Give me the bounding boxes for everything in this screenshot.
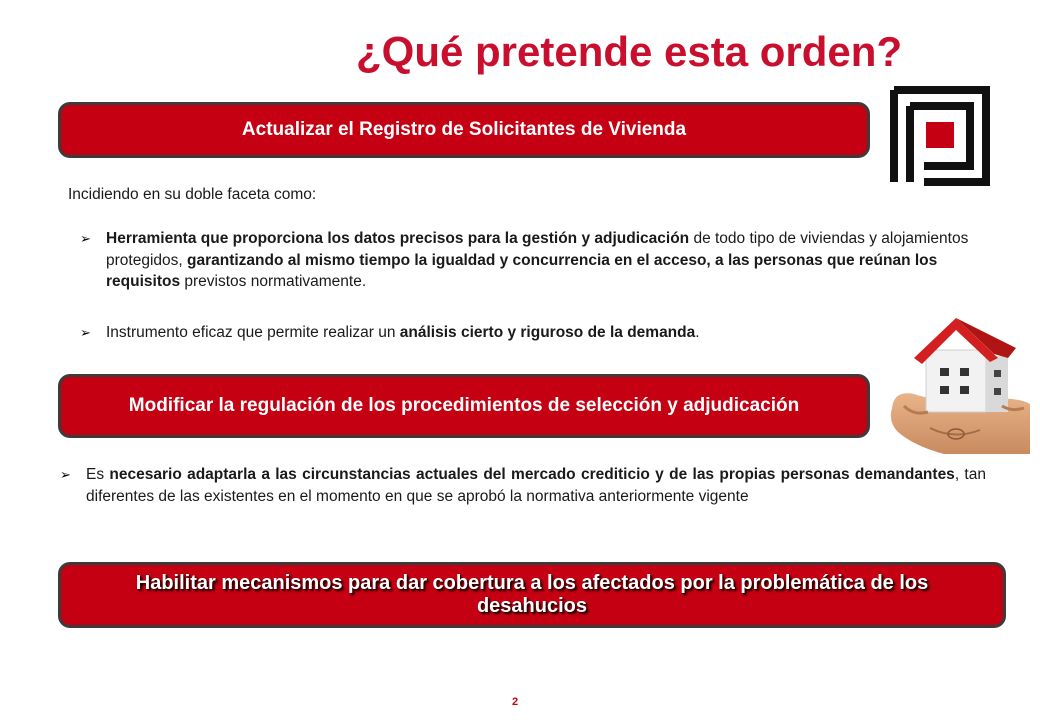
logo-icon xyxy=(890,86,990,186)
bullet-necesario-adaptarla: Es necesario adaptarla a las circunstancias actuales del mercado crediticio y de las propias personas demandantes, tan diferentes de las existentes en el momento en que se aprobó la normativa anteriormente vigente xyxy=(86,466,986,505)
page-title: ¿Qué pretende esta orden? xyxy=(356,28,903,75)
banner-modificar-regulacion: Modificar la regulación de los procedimientos de selección y adjudicación xyxy=(58,374,870,438)
bullet-herramienta: Herramienta que proporciona los datos precisos para la gestión y adjudicación de todo tipo de viviendas y alojamientos protegidos, garantizando al mismo tiempo la igualdad y concurrencia en el acceso, a las personas que reúnan los requisitos previstos normativamente. xyxy=(106,230,969,291)
bullet-instrumento: Instrumento eficaz que permite realizar un análisis cierto y riguroso de la demanda. xyxy=(106,324,700,341)
intro-text: Incidiendo en su doble faceta como: xyxy=(68,186,317,203)
arrow-bullet-icon: ➢ xyxy=(60,467,71,482)
banner-habilitar-mecanismos: Habilitar mecanismos para dar cobertura a los afectados por la problemática de los desahucios xyxy=(58,562,1006,628)
page-number: 2 xyxy=(512,696,519,708)
banner-actualizar-registro: Actualizar el Registro de Solicitantes de Vivienda xyxy=(58,102,870,158)
arrow-bullet-icon: ➢ xyxy=(80,231,91,246)
house-in-hand-image xyxy=(884,308,1034,454)
arrow-bullet-icon: ➢ xyxy=(80,325,91,340)
